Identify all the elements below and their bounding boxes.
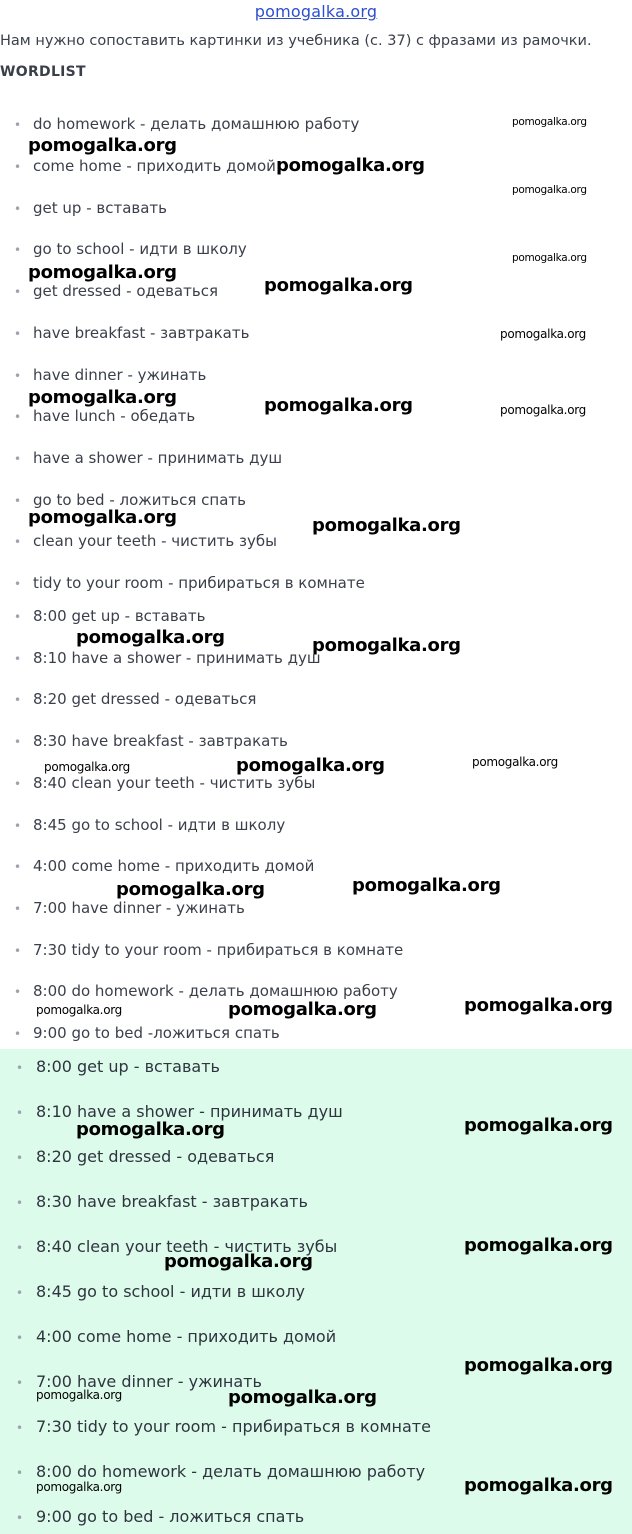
bullet-icon: • (14, 819, 22, 833)
answer-item-text: 8:00 do homework - делать домашнюю работу (36, 1462, 426, 1481)
list-item-text: come home - приходить домой (33, 157, 276, 175)
answer-item-text: 8:45 go to school - идти в школу (36, 1282, 306, 1301)
watermark: pomogalka.org (28, 135, 177, 156)
bullet-icon: • (14, 735, 22, 749)
list-item-text: get up - вставать (33, 199, 168, 217)
schedule-item (14, 1024, 280, 1043)
watermark: pomogalka.org (464, 1475, 613, 1496)
list-item-text: do homework - делать домашнюю работу (33, 115, 360, 133)
bullet-icon: • (16, 1106, 24, 1120)
bullet-icon: • (14, 985, 22, 999)
list-item-text: clean your teeth - чистить зубы (33, 532, 277, 550)
bullet-icon: • (14, 327, 22, 341)
answer-item-text: 8:00 get up - вставать (36, 1057, 220, 1076)
list-item-text: have a shower - принимать душ (33, 449, 283, 467)
watermark: pomogalka.org (44, 760, 130, 774)
bullet-icon: • (14, 494, 22, 508)
schedule-item-text: 8:10 have a shower - принимать душ (33, 649, 321, 667)
list-item (14, 324, 249, 343)
bullet-icon: • (16, 1196, 24, 1210)
wordlist-heading: WORDLIST (0, 64, 86, 80)
list-item-text: have breakfast - завтракать (33, 324, 250, 342)
bullet-icon: • (14, 902, 22, 916)
watermark: pomogalka.org (464, 1235, 613, 1256)
answer-item (16, 1418, 431, 1437)
bullet-icon: • (14, 652, 22, 666)
list-item (14, 532, 277, 551)
bullet-icon: • (16, 1061, 24, 1075)
bullet-icon: • (14, 860, 22, 874)
answer-item (16, 1058, 220, 1077)
schedule-item-text: 8:00 get up - вставать (33, 607, 206, 625)
watermark: pomogalka.org (464, 1355, 613, 1376)
watermark: pomogalka.org (116, 879, 265, 900)
schedule-item (14, 857, 314, 876)
answer-item-text: 8:30 have breakfast - завтракать (36, 1192, 308, 1211)
list-item-text: go to bed - ложиться спать (33, 491, 246, 509)
bullet-icon: • (14, 777, 22, 791)
list-item-text: go to school - идти в школу (33, 240, 247, 258)
schedule-item-text: 8:45 go to school - идти в школу (33, 816, 286, 834)
bullet-icon: • (14, 243, 22, 257)
bullet-icon: • (14, 535, 22, 549)
schedule-item-text: 9:00 go to bed -ложиться спать (33, 1024, 280, 1042)
watermark: pomogalka.org (28, 507, 177, 528)
schedule-item (14, 816, 285, 835)
watermark: pomogalka.org (512, 116, 587, 128)
watermark: pomogalka.org (164, 1251, 313, 1272)
schedule-item (14, 774, 315, 793)
watermark: pomogalka.org (464, 1115, 613, 1136)
answer-item-text: 7:30 tidy to your room - прибираться в комнате (36, 1417, 431, 1436)
watermark: pomogalka.org (512, 184, 587, 196)
list-item-text: have lunch - обедать (33, 407, 196, 425)
schedule-item (14, 732, 288, 751)
bullet-icon: • (16, 1421, 24, 1435)
schedule-item (14, 899, 245, 918)
watermark: pomogalka.org (500, 403, 586, 417)
bullet-icon: • (14, 202, 22, 216)
site-title[interactable]: pomogalka.org (254, 2, 378, 21)
watermark: pomogalka.org (228, 1387, 377, 1408)
answer-item (16, 1148, 274, 1167)
bullet-icon: • (14, 610, 22, 624)
watermark: pomogalka.org (76, 627, 225, 648)
bullet-icon: • (14, 160, 22, 174)
answer-item (16, 1193, 308, 1212)
watermark: pomogalka.org (236, 755, 385, 776)
list-item (14, 574, 365, 593)
schedule-item-text: 8:20 get dressed - одеваться (33, 690, 257, 708)
watermark: pomogalka.org (264, 275, 413, 296)
answer-item-text: 4:00 come home - приходить домой (36, 1327, 337, 1346)
schedule-item-text: 7:00 have dinner - ужинать (33, 899, 245, 917)
watermark: pomogalka.org (36, 1480, 122, 1494)
schedule-item (14, 690, 256, 709)
schedule-item-text: 4:00 come home - приходить домой (33, 857, 315, 875)
bullet-icon: • (16, 1331, 24, 1345)
schedule-item-text: 8:40 clean your teeth - чистить зубы (33, 774, 316, 792)
bullet-icon: • (16, 1511, 24, 1525)
bullet-icon: • (14, 452, 22, 466)
bullet-icon: • (14, 285, 22, 299)
list-item (14, 407, 195, 426)
list-item (14, 157, 276, 176)
answer-item (16, 1328, 336, 1347)
schedule-item (14, 649, 321, 668)
watermark: pomogalka.org (264, 395, 413, 416)
bullet-icon: • (14, 944, 22, 958)
intro-text: Нам нужно сопоставить картинки из учебника (с. 37) с фразами из рамочки. (0, 33, 592, 49)
bullet-icon: • (16, 1241, 24, 1255)
watermark: pomogalka.org (76, 1119, 225, 1140)
list-item-text: have dinner - ужинать (33, 366, 207, 384)
list-item-text: get dressed - одеваться (33, 282, 218, 300)
bullet-icon: • (14, 1027, 22, 1041)
answer-item-text: 8:10 have a shower - принимать душ (36, 1102, 343, 1121)
schedule-item-text: 7:30 tidy to your room - прибираться в комнате (33, 941, 404, 959)
schedule-item (14, 941, 403, 960)
watermark: pomogalka.org (28, 262, 177, 283)
schedule-item (14, 607, 205, 626)
answer-item-text: 8:20 get dressed - одеваться (36, 1147, 275, 1166)
bullet-icon: • (14, 118, 22, 132)
bullet-icon: • (14, 369, 22, 383)
answer-item-text: 8:40 clean your teeth - чистить зубы (36, 1237, 338, 1256)
list-item-text: tidy to your room - прибираться в комнате (33, 574, 365, 592)
watermark: pomogalka.org (36, 1003, 122, 1017)
bullet-icon: • (16, 1376, 24, 1390)
bullet-icon: • (14, 693, 22, 707)
schedule-item-text: 8:30 have breakfast - завтракать (33, 732, 288, 750)
bullet-icon: • (14, 577, 22, 591)
list-item (14, 115, 359, 134)
watermark: pomogalka.org (352, 875, 501, 896)
answer-item-text: 7:00 have dinner - ужинать (36, 1372, 262, 1391)
list-item (14, 366, 206, 385)
watermark: pomogalka.org (472, 755, 558, 769)
list-item (14, 199, 167, 218)
watermark: pomogalka.org (36, 1388, 122, 1402)
watermark: pomogalka.org (512, 252, 587, 264)
list-item (14, 449, 282, 468)
watermark: pomogalka.org (500, 327, 586, 341)
watermark: pomogalka.org (276, 155, 425, 176)
watermark: pomogalka.org (312, 635, 461, 656)
bullet-icon: • (16, 1466, 24, 1480)
list-item (14, 282, 218, 301)
watermark: pomogalka.org (464, 995, 613, 1016)
answer-item (16, 1508, 304, 1527)
bullet-icon: • (16, 1151, 24, 1165)
watermark: pomogalka.org (312, 515, 461, 536)
answer-item-text: 9:00 go to bed - ложиться спать (36, 1507, 305, 1526)
answer-item (16, 1283, 305, 1302)
watermark: pomogalka.org (228, 999, 377, 1020)
schedule-item-text: 8:00 do homework - делать домашнюю работу (33, 982, 398, 1000)
bullet-icon: • (14, 410, 22, 424)
bullet-icon: • (16, 1286, 24, 1300)
list-item (14, 240, 247, 259)
watermark: pomogalka.org (28, 387, 177, 408)
